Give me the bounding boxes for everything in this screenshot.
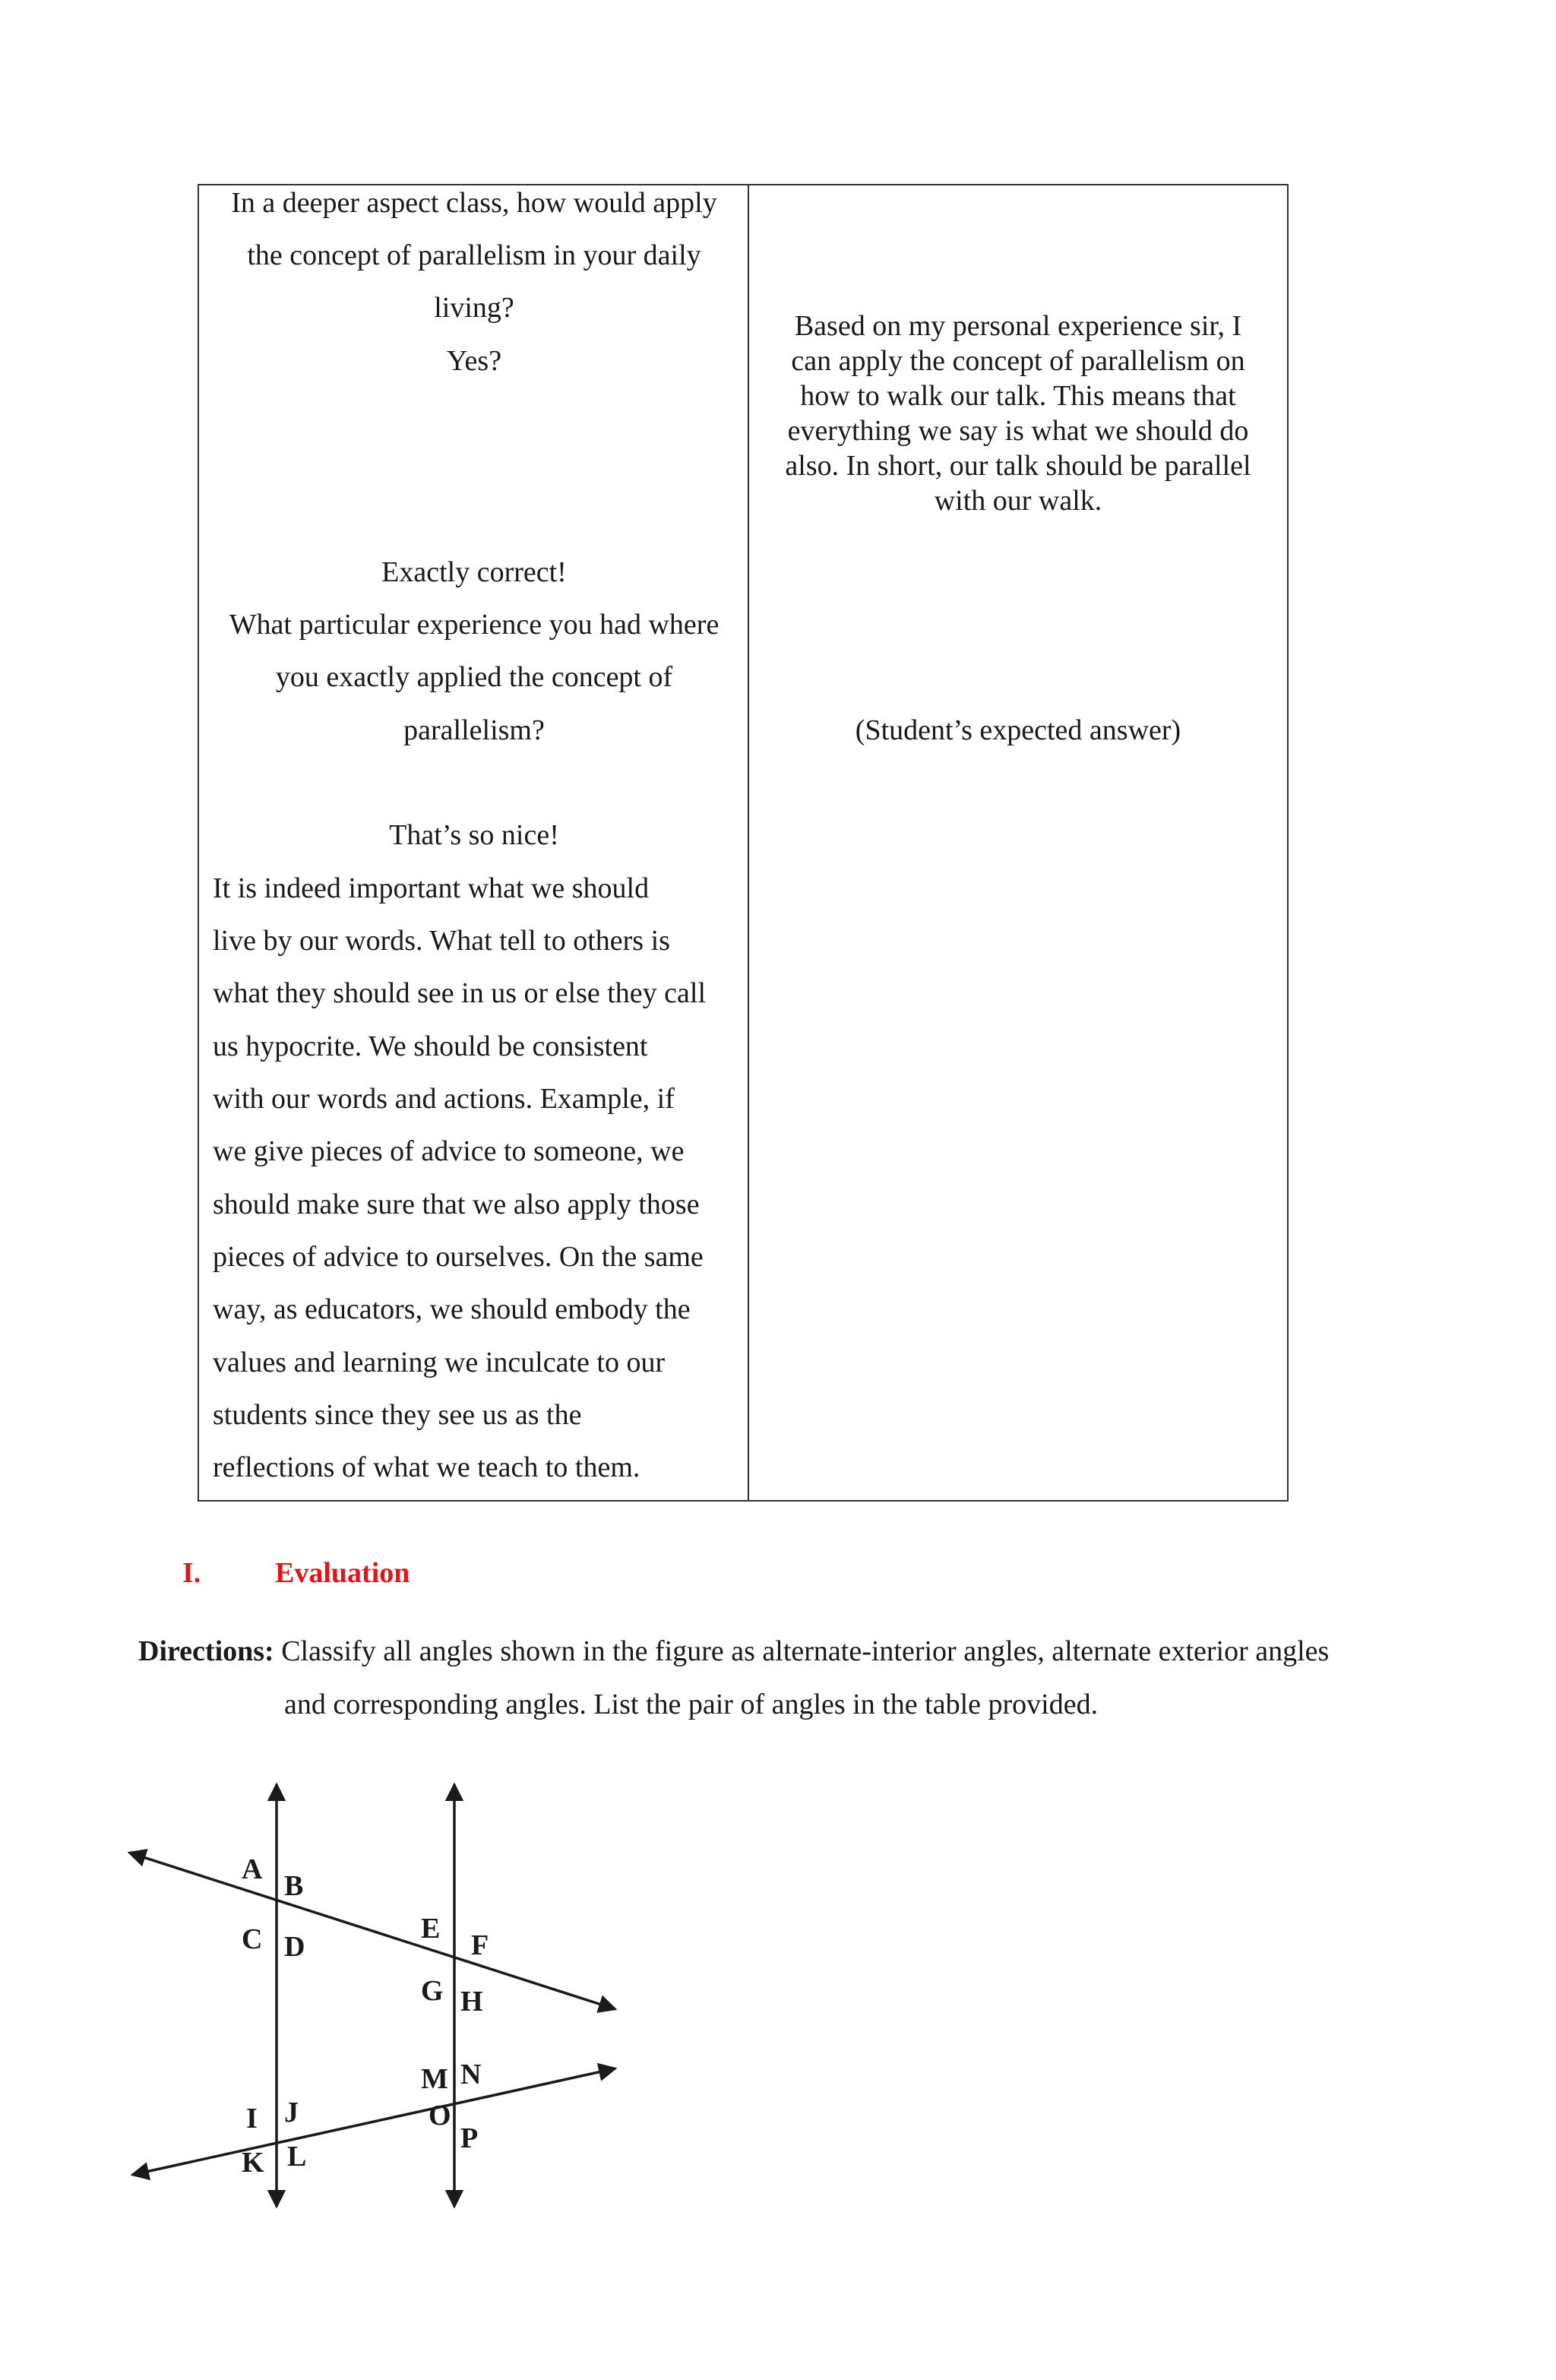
teacher-line: What particular experience you had where xyxy=(229,609,719,641)
student-line: how to walk our talk. This means that xyxy=(800,380,1236,412)
student-expected-answer: (Student’s expected answer) xyxy=(855,714,1181,746)
angle-label-h: H xyxy=(460,1986,483,2018)
teacher-line: you exactly applied the concept of xyxy=(275,661,673,693)
teacher-line: us hypocrite. We should be consistent xyxy=(213,1030,648,1062)
column-divider xyxy=(748,185,749,1500)
angle-label-j: J xyxy=(284,2097,299,2128)
student-line: can apply the concept of parallelism on xyxy=(791,345,1245,377)
teacher-line: the concept of parallelism in your daily xyxy=(247,239,701,271)
section-title: Evaluation xyxy=(275,1557,410,1589)
transversal-upper xyxy=(129,1853,615,2009)
teacher-line: parallelism? xyxy=(403,714,545,746)
angle-label-i: I xyxy=(246,2103,258,2135)
angle-label-b: B xyxy=(284,1870,304,1902)
angle-label-g: G xyxy=(421,1975,444,2007)
angle-label-d: D xyxy=(284,1931,305,1963)
transversal-figure xyxy=(122,1771,638,2227)
angle-label-f: F xyxy=(471,1929,489,1961)
angle-label-m: M xyxy=(421,2063,448,2095)
teacher-line: we give pieces of advice to someone, we xyxy=(213,1135,685,1167)
teacher-line: live by our words. What tell to others is xyxy=(213,925,670,957)
angle-label-k: K xyxy=(242,2147,264,2179)
teacher-line: In a deeper aspect class, how would apply xyxy=(231,187,717,219)
teacher-line: way, as educators, we should embody the xyxy=(213,1293,691,1325)
teacher-line: should make sure that we also apply those xyxy=(213,1188,700,1220)
directions-line-2: and corresponding angles. List the pair of angles in the table provided. xyxy=(284,1688,1099,1720)
teacher-line: pieces of advice to ourselves. On the same xyxy=(213,1241,704,1273)
transversal-lower xyxy=(132,2068,615,2175)
angle-label-n: N xyxy=(460,2059,482,2090)
section-number: I. xyxy=(182,1557,201,1589)
student-line: everything we say is what we should do xyxy=(787,415,1249,447)
teacher-line: Exactly correct! xyxy=(381,556,567,588)
teacher-line: reflections of what we teach to them. xyxy=(213,1451,640,1483)
directions-text: Classify all angles shown in the figure as alternate-interior angles, alternate exterior angles xyxy=(274,1635,1330,1667)
teacher-line: That’s so nice! xyxy=(389,819,559,851)
teacher-line: living? xyxy=(434,292,514,324)
lesson-table xyxy=(198,184,1289,1502)
teacher-line: Yes? xyxy=(446,345,502,377)
teacher-line: values and learning we inculcate to our xyxy=(213,1347,666,1378)
directions-line-1 xyxy=(138,1634,1329,1669)
angle-label-a: A xyxy=(242,1853,263,1885)
teacher-line: It is indeed important what we should xyxy=(213,872,650,904)
teacher-line: what they should see in us or else they call xyxy=(213,977,707,1009)
student-line: also. In short, our talk should be parallel xyxy=(785,450,1251,482)
angle-label-e: E xyxy=(421,1913,441,1945)
teacher-line: with our words and actions. Example, if xyxy=(213,1083,675,1115)
angle-label-o: O xyxy=(429,2100,451,2132)
angle-label-c: C xyxy=(242,1923,263,1955)
student-line: Based on my personal experience sir, I xyxy=(794,310,1242,342)
angle-label-p: P xyxy=(460,2122,479,2154)
angle-label-l: L xyxy=(287,2141,307,2173)
teacher-line: students since they see us as the xyxy=(213,1399,582,1431)
student-line: with our walk. xyxy=(934,485,1102,517)
directions-label: Directions: xyxy=(138,1635,274,1667)
